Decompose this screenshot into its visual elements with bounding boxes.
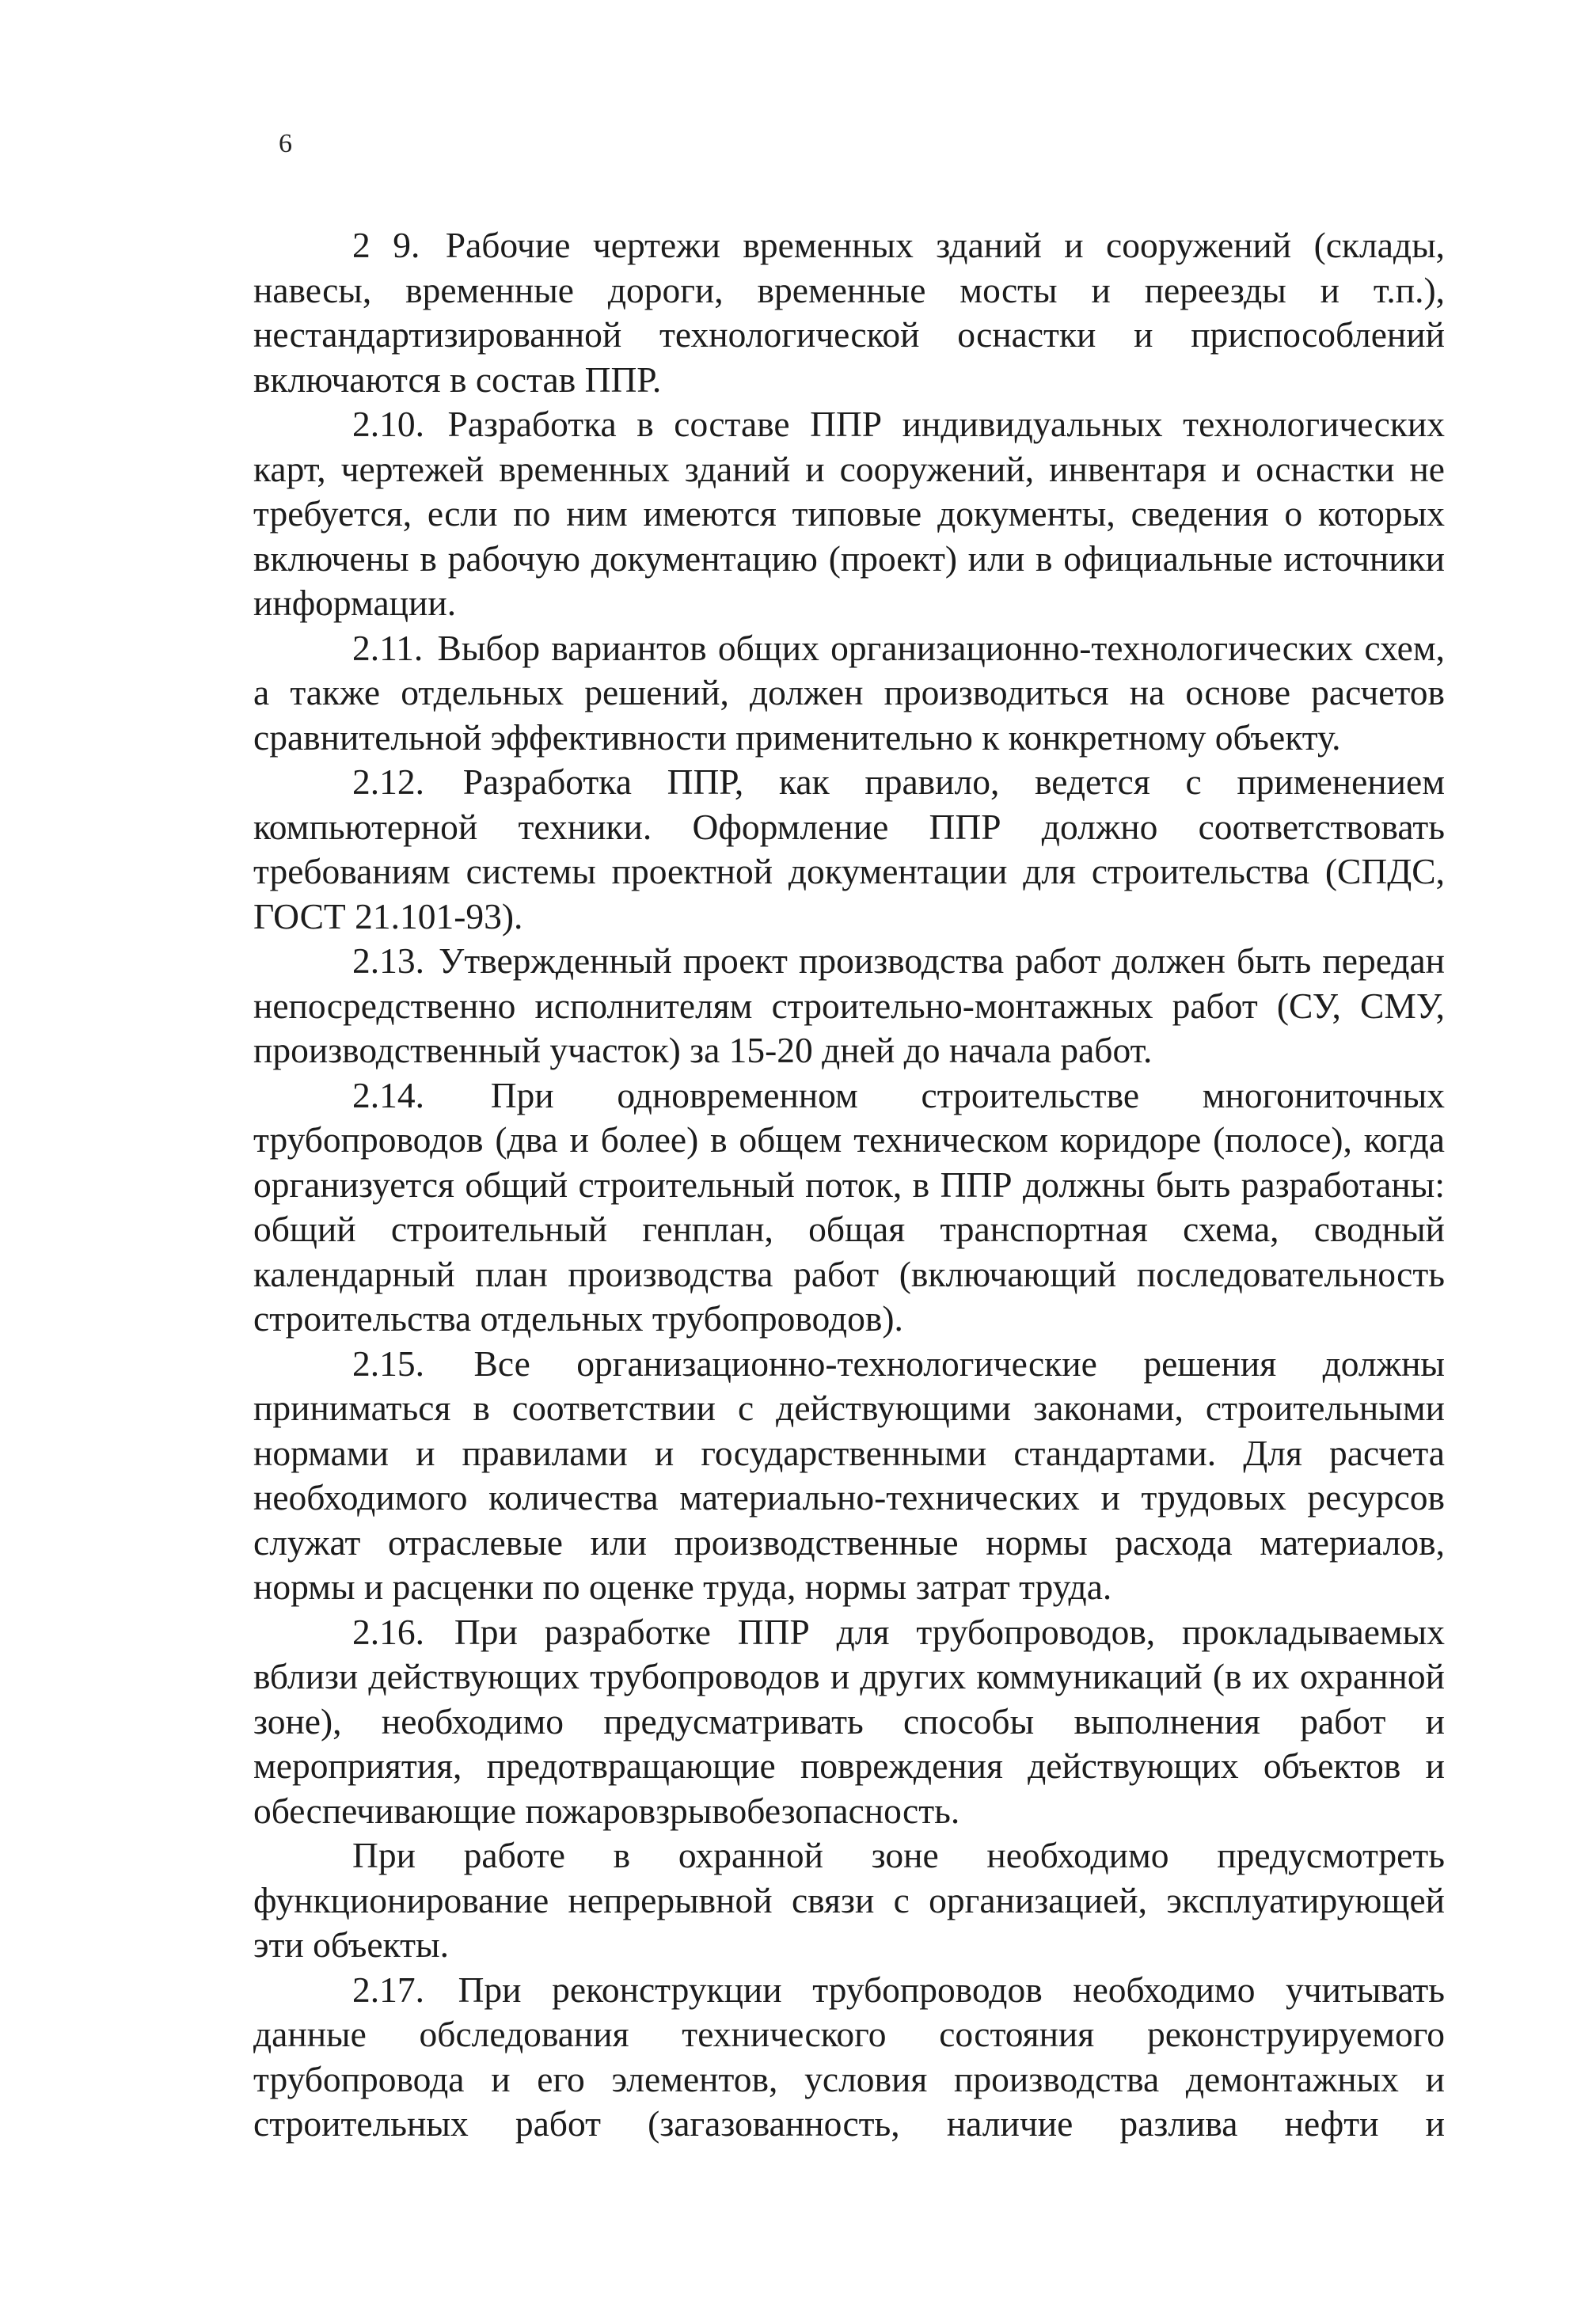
paragraph-2-13 [253,939,1445,1073]
paragraph-2-12 [253,760,1445,939]
paragraph-text: Разработка в составе ППР индивидуальных технологических карт, чертежей временных зданий и сооружений, инвентаря и оснастки не требуется, если по ним имеются типовые документы, сведения о которых включены в рабочую документацию (проект) или в официальные источники информации. [253,404,1445,623]
clause-number: 2 9. [352,225,420,265]
clause-number: 2.15. [352,1343,424,1384]
paragraph-2-16 [253,1610,1445,1834]
clause-number: 2.12. [352,762,424,802]
page-number: 6 [279,129,292,158]
paragraph-text: Все организационно-технологические решения должны приниматься в соответствии с действующими законами, строительными нормами и правилами и государственными стандартами. Для расчета необходимого количества материально-технических и трудовых ресурсов служат отраслевые или производственные нормы расхода материалов, нормы и расценки по оценке труда, нормы затрат труда. [253,1343,1445,1607]
paragraph-2-11 [253,626,1445,761]
paragraph-text: Утвержденный проект производства работ должен быть передан непосредственно исполнителям строительно-монтажных работ (СУ, СМУ, производственный участок) за 15-20 дней до начала работ. [253,940,1446,1070]
paragraph-2-15 [253,1342,1445,1610]
paragraph-text: Выбор вариантов общих организационно-технологических схем, а также отдельных решений, должен производиться на основе расчетов сравнительной эффективности применительно к конкретному объекту. [253,627,1445,758]
paragraph-text: Разработка ППР, как правило, ведется с применением компьютерной техники. Оформление ППР должно соответствовать требованиям системы проектной документации для строительства (СПДС, ГОСТ 21.101-93). [253,762,1445,936]
clause-number: 2.14. [352,1074,424,1115]
paragraph-text: Рабочие чертежи временных зданий и сооружений (склады, навесы, временные дороги, временные мосты и переезды и т.п.), нестандартизированной технологической оснастки и приспособлений включаются в состав ППР. [253,225,1446,400]
paragraph-2-14 [253,1073,1445,1342]
paragraph-2-16-continued [253,1833,1445,1968]
clause-number: 2.17. [352,1969,424,2010]
paragraph-text: При работе в охранной зоне необходимо предусмотреть функционирование непрерывной связи с организацией, эксплуатирующей эти объекты. [253,1835,1445,1965]
paragraph-text: При разработке ППР для трубопроводов, прокладываемых вблизи действующих трубопроводов и других коммуникаций (в их охранной зоне), необходимо предусматривать способы выполнения работ и мероприятия, предотвращающие повреждения действующих объектов и обеспечивающие пожаровзрывобезопасность. [253,1611,1446,1831]
paragraph-text: При реконструкции трубопроводов необходимо учитывать данные обследования технического состояния реконструируемого трубопровода и его элементов, условия производства демонтажных и строительных работ (загазованность, наличие разлива нефти и [253,1969,1446,2144]
clause-number: 2.10. [352,404,424,444]
document-body [253,223,1445,2147]
clause-number: 2.13. [352,940,424,981]
paragraph-text: При одновременном строительстве многониточных трубопроводов (два и более) в общем техническом коридоре (полосе), когда организуется общий строительный поток, в ППР должны быть разработаны: общий строительный генплан, общая транспортная схема, сводный календарный план производства работ (включающий последовательность строительства отдельных трубопроводов). [253,1074,1446,1339]
paragraph-2-10 [253,402,1445,626]
clause-number: 2.16. [352,1611,424,1652]
paragraph-2-17 [253,1968,1445,2147]
clause-number: 2.11. [352,627,424,668]
paragraph-2-9 [253,223,1445,402]
